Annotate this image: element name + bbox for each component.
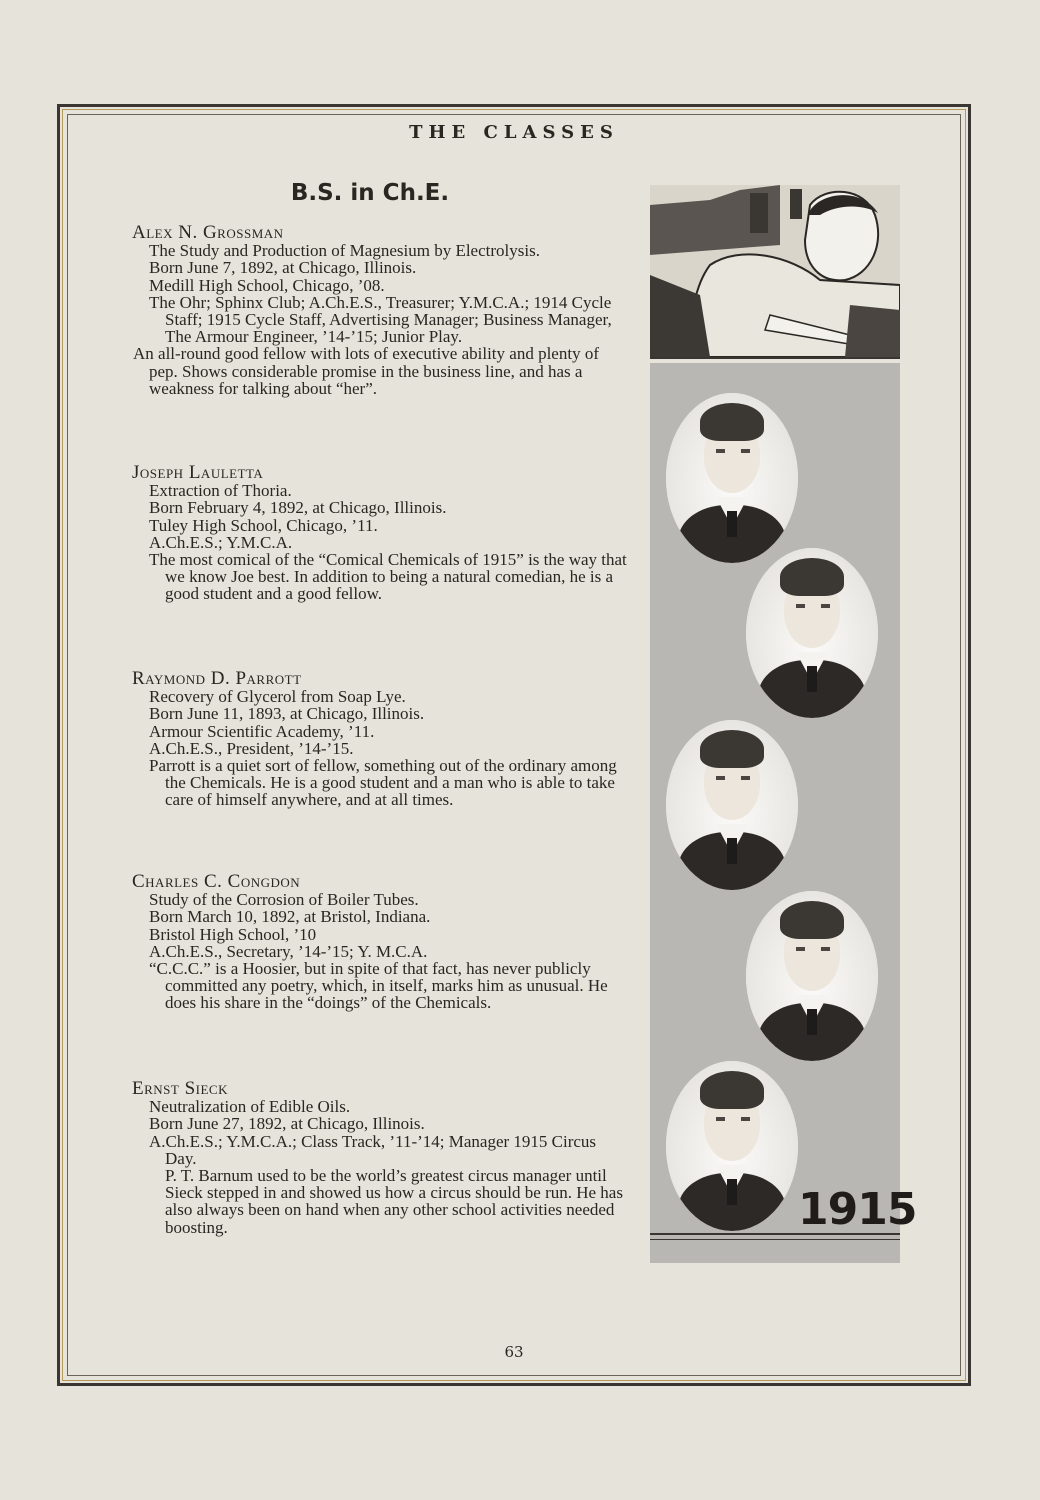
entry-grossman (132, 224, 630, 397)
entry-activities: A.Ch.E.S.; Y.M.C.A.; Class Track, ’11-’14; Manager 1915 Circus Day. (149, 1131, 597, 1168)
entry-name: Ernst Sieck (132, 1078, 228, 1099)
entry-school: Medill High School, Chicago, ’08. (149, 275, 385, 295)
entry-bio: Parrott is a quiet sort of fellow, something out of the ordinary among the Chemicals. He is a good student and a man who is able to take care of himself anywhere, and at all times. (149, 756, 617, 810)
strip-rule (650, 1239, 900, 1240)
entry-school: Bristol High School, ’10 (149, 924, 317, 944)
entry-born: Born March 10, 1892, at Bristol, Indiana. (149, 907, 431, 927)
entry-born: Born June 11, 1893, at Chicago, Illinois. (149, 704, 425, 724)
running-head: THE CLASSES (409, 122, 619, 143)
portrait-grossman (666, 393, 798, 563)
entry-bio: P. T. Barnum used to be the world’s greatest circus manager until Sieck stepped in and showed us how a circus should be run. He has also always been on hand when any other school activities needed boosting. (165, 1166, 623, 1237)
entry-sieck (132, 1080, 630, 1236)
entry-activities: A.Ch.E.S.; Y.M.C.A. (149, 532, 293, 552)
page-number: 63 (504, 1343, 524, 1361)
portrait-lauletta (746, 548, 878, 718)
entry-name: Raymond D. Parrott (132, 668, 302, 689)
entry-congdon (132, 873, 630, 1012)
entry-thesis: Recovery of Glycerol from Soap Lye. (149, 687, 406, 707)
portrait-congdon (746, 891, 878, 1061)
section-title: B.S. in Ch.E. (290, 180, 450, 206)
entry-school: Armour Scientific Academy, ’11. (149, 721, 375, 741)
entry-bio: “C.C.C.” is a Hoosier, but in spite of that fact, has never publicly committed any poetry, which, in itself, marks him as unusual. He does his share in the “doings” of the Chemicals. (149, 959, 608, 1013)
class-year-mark: 1915 (798, 1184, 917, 1235)
portrait-sieck (666, 1061, 798, 1231)
entry-name: Alex N. Grossman (132, 222, 284, 243)
entry-born: Born February 4, 1892, at Chicago, Illinois. (149, 498, 447, 518)
entry-thesis: The Study and Production of Magnesium by Electrolysis. (149, 241, 540, 261)
portrait-parrott (666, 720, 798, 890)
entry-lauletta (132, 464, 630, 603)
entry-activities: The Ohr; Sphinx Club; A.Ch.E.S., Treasurer; Y.M.C.A.; 1914 Cycle Staff; 1915 Cycle Staff, Advertising Manager; Business Manager, The Armour Engineer, ’14-’15; Junior Play. (149, 292, 612, 347)
entry-thesis: Extraction of Thoria. (149, 481, 292, 501)
entry-bio: The most comical of the “Comical Chemicals of 1915” is the way that we know Joe best. In addition to being a natural comedian, he is a good student and a good fellow. (149, 550, 627, 604)
entry-activities: A.Ch.E.S., President, ’14-’15. (149, 738, 354, 758)
entry-born: Born June 27, 1892, at Chicago, Illinois. (149, 1114, 425, 1134)
portrait-column (650, 185, 900, 1263)
entry-born: Born June 7, 1892, at Chicago, Illinois. (149, 258, 417, 278)
chemist-sketch-illustration (650, 185, 900, 359)
entry-thesis: Study of the Corrosion of Boiler Tubes. (149, 890, 419, 910)
entry-school: Tuley High School, Chicago, ’11. (149, 515, 378, 535)
entry-thesis: Neutralization of Edible Oils. (149, 1097, 351, 1117)
entry-activities: A.Ch.E.S., Secretary, ’14-’15; Y. M.C.A. (149, 941, 428, 961)
entry-bio: An all-round good fellow with lots of executive ability and plenty of pep. Shows considerable promise in the business line, and has a weakness for talking about “her”. (133, 344, 599, 398)
entry-parrott (132, 670, 630, 809)
entry-name: Charles C. Congdon (132, 871, 301, 892)
entry-name: Joseph Lauletta (132, 462, 264, 483)
